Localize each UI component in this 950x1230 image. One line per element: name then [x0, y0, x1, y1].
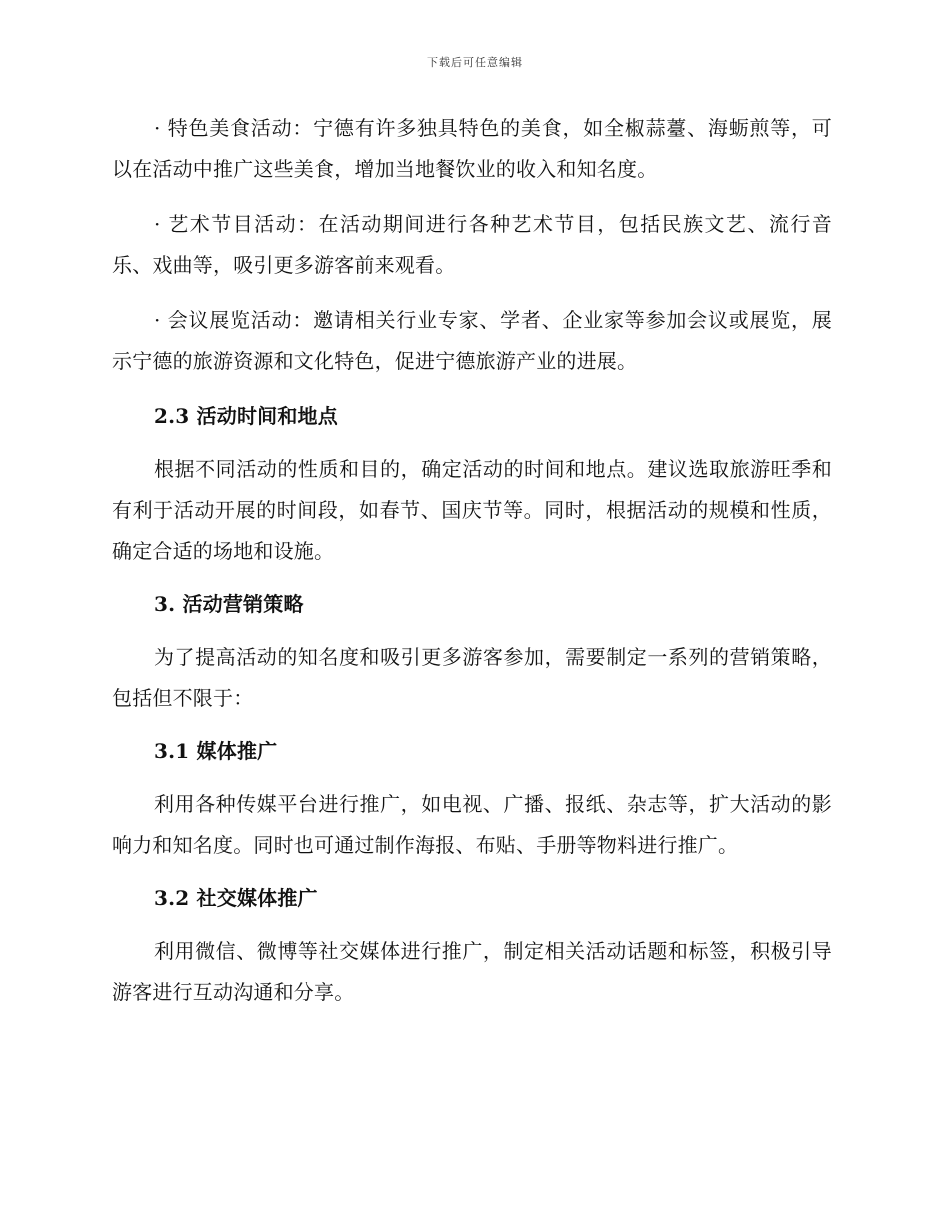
- header-note: 下载后可任意编辑: [427, 56, 523, 69]
- section-2-3-heading: 2.3 活动时间和地点: [154, 404, 338, 428]
- bullet-exhibition-activity: · 会议展览活动：邀请相关行业专家、学者、企业家等参加会议或展览，展示宁德的旅游资源和文化特色，促进宁德旅游产业的进展。: [112, 308, 832, 373]
- bullet-art-activity: · 艺术节目活动：在活动期间进行各种艺术节目，包括民族文艺、流行音乐、戏曲等，吸引更多游客前来观看。: [112, 212, 832, 277]
- section-3-1-heading: 3.1 媒体推广: [154, 739, 278, 763]
- section-3-2-body: 利用微信、微博等社交媒体进行推广，制定相关活动话题和标签，积极引导游客进行互动沟通和分享。: [112, 939, 832, 1004]
- section-3-heading: 3. 活动营销策略: [154, 592, 304, 616]
- document-body: [112, 108, 832, 1025]
- section-3-2-heading: 3.2 社交媒体推广: [154, 886, 318, 910]
- section-3-1-body: 利用各种传媒平台进行推广，如电视、广播、报纸、杂志等，扩大活动的影响力和知名度。同时也可通过制作海报、布贴、手册等物料进行推广。: [112, 792, 832, 857]
- bullet-food-activity: · 特色美食活动：宁德有许多独具特色的美食，如全椒蒜薹、海蛎煎等，可以在活动中推广这些美食，增加当地餐饮业的收入和知名度。: [112, 116, 832, 181]
- section-3-body: 为了提高活动的知名度和吸引更多游客参加，需要制定一系列的营销策略，包括但不限于：: [112, 645, 832, 710]
- section-2-3-body: 根据不同活动的性质和目的，确定活动的时间和地点。建议选取旅游旺季和有利于活动开展的时间段，如春节、国庆节等。同时，根据活动的规模和性质，确定合适的场地和设施。: [112, 457, 832, 563]
